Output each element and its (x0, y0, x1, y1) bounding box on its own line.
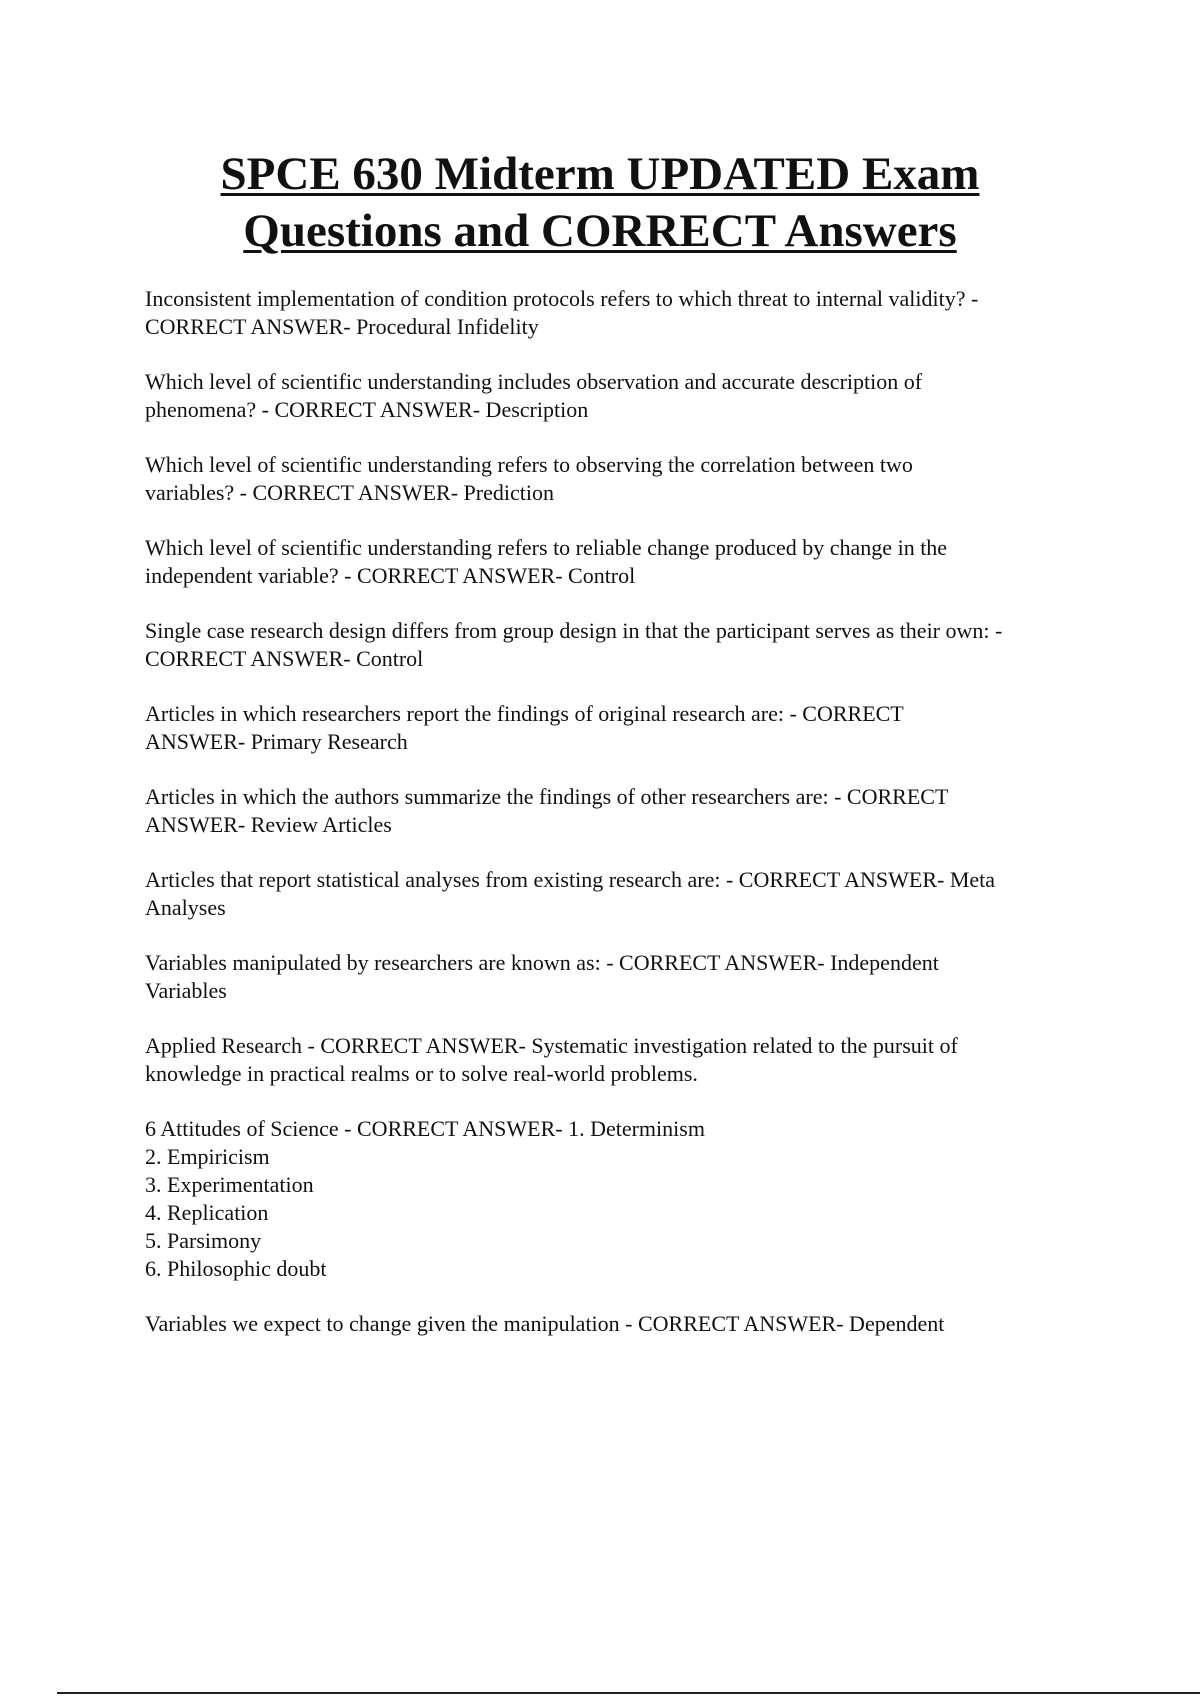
qa-item (145, 285, 1095, 341)
question-text: Articles in which the authors summarize the findings of other researchers are: - CORRECT (145, 784, 949, 809)
title-line-2: Questions and CORRECT Answers (243, 205, 957, 257)
qa-item (145, 783, 1095, 839)
question-text: Variables manipulated by researchers are known as: - CORRECT ANSWER- Independent (145, 950, 939, 975)
qa-item (145, 700, 1095, 756)
answer-text: ANSWER- Primary Research (145, 729, 408, 754)
qa-item (145, 866, 1095, 922)
answer-text: variables? - CORRECT ANSWER- Prediction (145, 480, 554, 505)
answer-text: knowledge in practical realms or to solve real-world problems. (145, 1061, 698, 1086)
qa-item (145, 617, 1095, 673)
question-text: Which level of scientific understanding refers to observing the correlation between two (145, 452, 913, 477)
attitude-list-item: 3. Experimentation (145, 1172, 314, 1197)
question-text: Single case research design differs from group design in that the participant serves as their own: - (145, 618, 1003, 643)
answer-text: Analyses (145, 895, 226, 920)
question-text: Applied Research - CORRECT ANSWER- Systematic investigation related to the pursuit of (145, 1033, 958, 1058)
question-text: Articles in which researchers report the findings of original research are: - CORRECT (145, 701, 904, 726)
footer-divider (57, 1692, 1200, 1694)
attitude-list-item: 5. Parsimony (145, 1228, 262, 1253)
question-text: Which level of scientific understanding refers to reliable change produced by change in the (145, 535, 948, 560)
attitude-list-item: 6. Philosophic doubt (145, 1256, 327, 1281)
attitude-list-item: 4. Replication (145, 1200, 269, 1225)
answer-text: ANSWER- Review Articles (145, 812, 392, 837)
qa-item (145, 1032, 1095, 1088)
document-title (100, 146, 1100, 260)
qa-item (145, 451, 1095, 507)
qa-content (145, 285, 1095, 1365)
qa-item (145, 949, 1095, 1005)
answer-text: independent variable? - CORRECT ANSWER- Control (145, 563, 636, 588)
qa-item-last (145, 1310, 1095, 1338)
attitudes-item (145, 1115, 1095, 1283)
question-text: Variables we expect to change given the manipulation - CORRECT ANSWER- Dependent (145, 1311, 945, 1336)
question-text: Which level of scientific understanding includes observation and accurate description of (145, 369, 923, 394)
question-text: Articles that report statistical analyses from existing research are: - CORRECT ANSWER- Meta (145, 867, 996, 892)
qa-item (145, 534, 1095, 590)
answer-text: CORRECT ANSWER- Control (145, 646, 424, 671)
attitude-list-item: 2. Empiricism (145, 1144, 270, 1169)
attitudes-heading: 6 Attitudes of Science - CORRECT ANSWER- 1. Determinism (145, 1116, 705, 1141)
answer-text: Variables (145, 978, 227, 1003)
answer-text: phenomena? - CORRECT ANSWER- Description (145, 397, 589, 422)
answer-text: CORRECT ANSWER- Procedural Infidelity (145, 314, 539, 339)
title-line-1: SPCE 630 Midterm UPDATED Exam (220, 148, 980, 200)
qa-item (145, 368, 1095, 424)
question-text: Inconsistent implementation of condition protocols refers to which threat to internal validity? - (145, 286, 979, 311)
